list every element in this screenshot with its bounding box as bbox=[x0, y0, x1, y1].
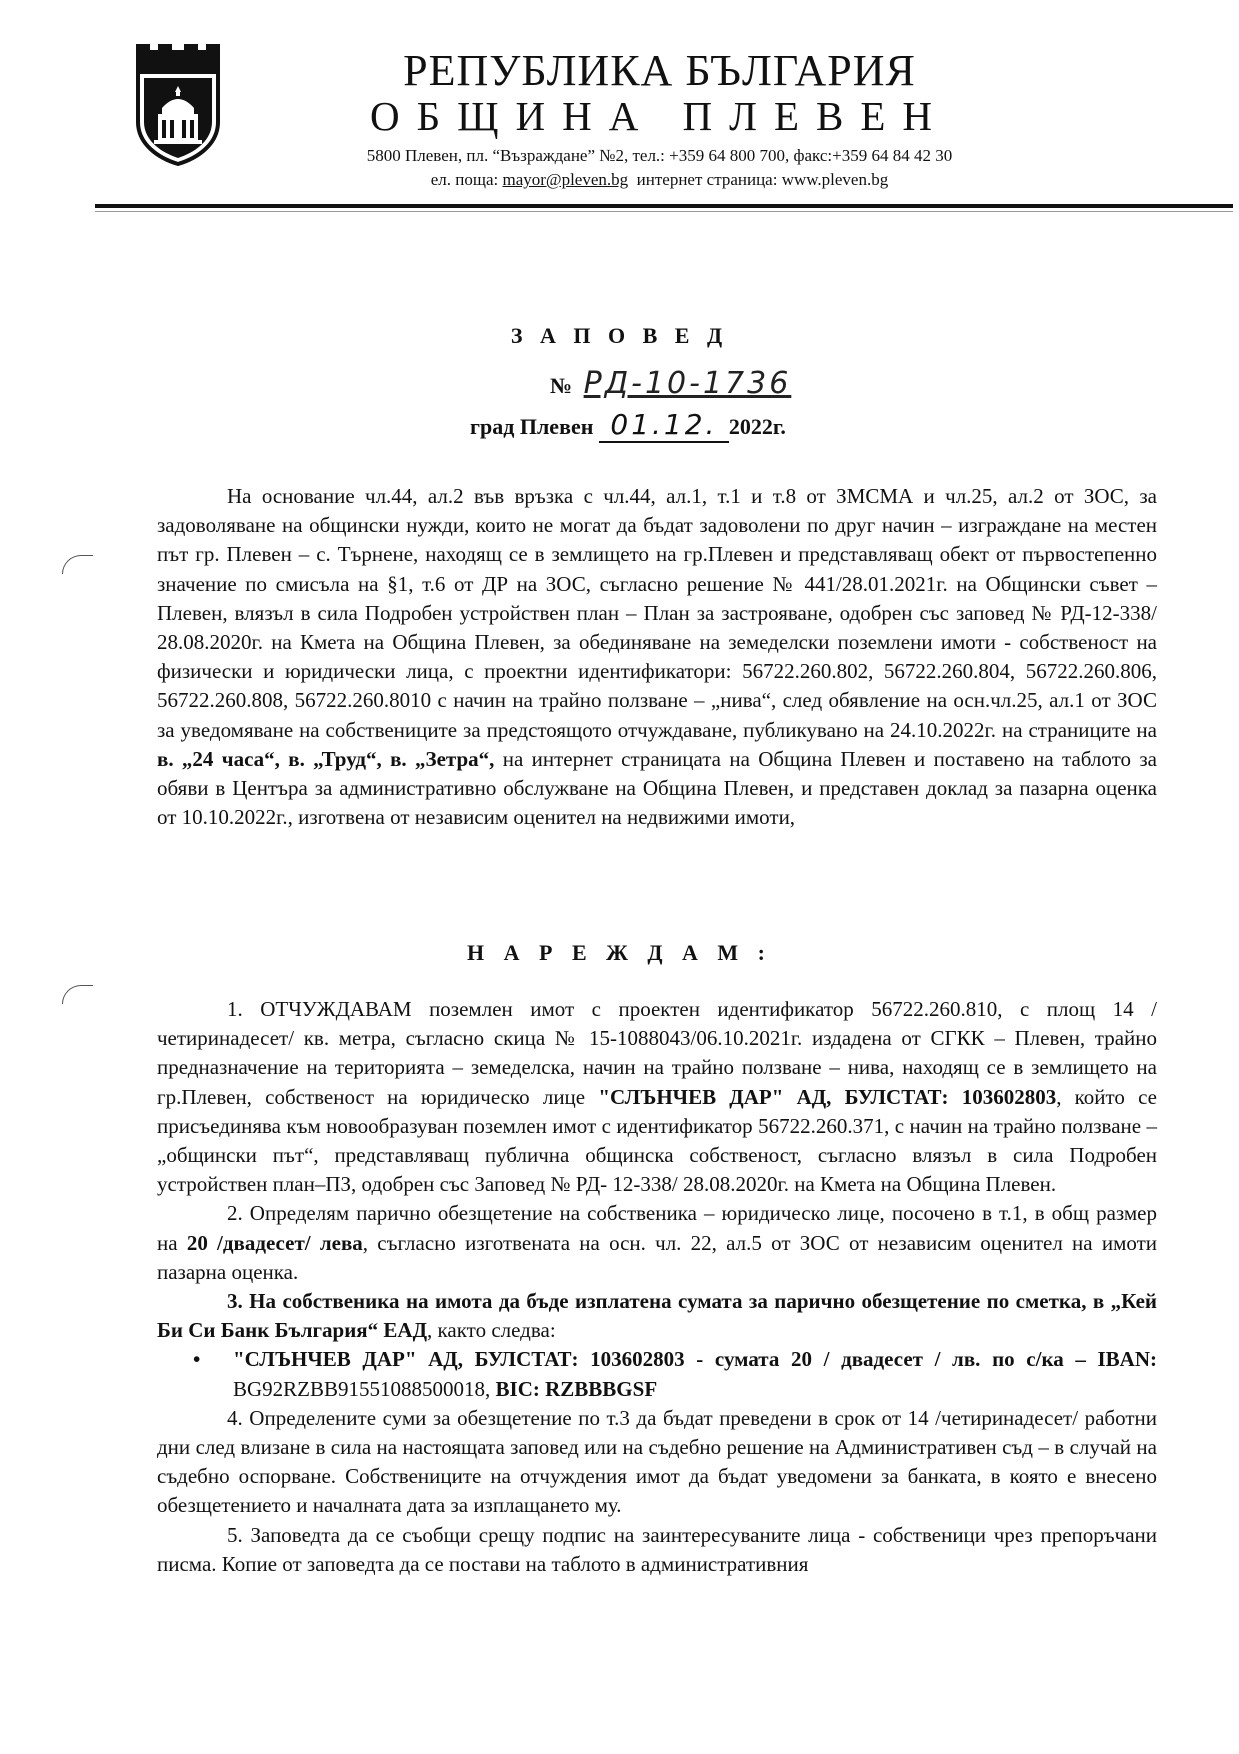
newspapers: в. „24 часа“, в. „Труд“, в. „Зетра“, bbox=[157, 746, 495, 771]
contact-address: 5800 Плевен, пл. “Възраждане” №2, тел.: +359 64 800 700, факс:+359 64 84 42 30 bbox=[366, 146, 953, 165]
payment-bullet: • "СЛЪНЧЕВ ДАР" АД, БУЛСТАТ: 103602803 - сумата 20 / двадесет / лв. по с/ка – IBAN: BG92RZBB91551088500018, BIC: RZBBBGSF bbox=[157, 1345, 1157, 1403]
header-divider bbox=[95, 204, 1233, 208]
order-number: РД-10-1736 bbox=[583, 366, 792, 401]
website-text: интернет страница: www.pleven.bg bbox=[636, 170, 889, 189]
item-3: 3. На собственика на имота да бъде изплатена сумата за парично обезщетение по сметка, в „Кей Би Си Банк България“ ЕАД, както следва: bbox=[157, 1289, 1157, 1343]
order-year: 2022г. bbox=[728, 414, 786, 439]
email-link[interactable]: mayor@pleven.bg bbox=[502, 170, 629, 189]
header-divider-thin bbox=[95, 211, 1233, 212]
city-label: град Плевен bbox=[470, 414, 594, 439]
item-1: 1. ОТЧУЖДАВАМ поземлен имот с проектен идентификатор 56722.260.810, с площ 14 /четиринадесет/ кв. метра, съгласно скица № 15-1088043/06.10.2021г. издадена от СГКК – Плевен, трайно предназначение на територията – земеделска, начин на трайно ползване – нива, находящ се в землището на гр.Плевен, собственост на юридическо лице "СЛЪНЧЕВ ДАР" АД, БУЛСТАТ: 103602803, който се присъединява към новообразуван поземлен имот с идентификатор 56722.260.371, с начин на трайно ползване – „общински път“, представляващ публична общинска собственост, съгласно влязъл в сила Подробен устройствен план–ПЗ, одобрен със Заповед № РД- 12-338/ 28.08.2020г. на Кмета на Община Плевен. bbox=[157, 997, 1158, 1197]
republic-title: РЕПУБЛИКА БЪЛГАРИЯ bbox=[403, 46, 916, 95]
decree-heading: Н А Р Е Ж Д А М : bbox=[467, 940, 772, 965]
municipality-title: ОБЩИНА ПЛЕВЕН bbox=[369, 93, 950, 139]
item-2: 2. Определям парично обезщетение на собственика – юридическо лице, посочено в т.1, в общ размер на 20 /двадесет/ лева, съгласно изготвената на осн. чл. 22, ал.5 от ЗОС от независим оценител на имоти пазарна оценка. bbox=[157, 1201, 1158, 1284]
punch-hole-mark bbox=[62, 555, 93, 574]
order-date: 01.12. bbox=[599, 408, 729, 443]
order-number-row bbox=[550, 366, 791, 401]
decree-items bbox=[157, 995, 1157, 1579]
email-label: ел. поща: bbox=[430, 170, 499, 189]
item-5: 5. Заповедта да се съобщи срещу подпис на заинтересуваните лица - собственици чрез препоръчани писма. Копие от заповедта да се постави на таблото в административния bbox=[157, 1522, 1157, 1576]
punch-hole-mark bbox=[62, 985, 93, 1004]
contact-email-web bbox=[40, 170, 1239, 190]
item-4: 4. Определените суми за обезщетение по т.3 да бъдат преведени в срок от 14 /четиринадесет/ работни дни след влизане в сила на настоящата заповед или на съдебно решение на Административен съд – в случай на съдебно оспорване. Собствениците на отчуждения имот да бъдат уведомени за банката, в която е внесено обезщетението и началната дата за изплащането му. bbox=[157, 1405, 1157, 1518]
preamble-paragraph: На основание чл.44, ал.2 във връзка с чл.44, ал.1, т.1 и т.8 от ЗМСМА и чл.25, ал.2 от ЗОС, за задоволяване на общински нужди, които не могат да бъдат задоволени по друг начин – изграждане на местен път гр. Плевен – с. Търнене, находящ се в землището на гр.Плевен и представляващ обект от първостепенно значение по смисъла на §1, т.6 от ДР на ЗОС, съгласно решение № 441/28.01.2021г. на Общински съвет – Плевен, влязъл в сила Подробен устройствен план – План за застрояване, одобрен със заповед № РД-12-338/ 28.08.2020г. на Кмета на Община Плевен, за обединяване на земеделски поземлени имоти - собственост на физически и юридически лица, с проектни идентификатори: 56722.260.802, 56722.260.804, 56722.260.806, 56722.260.808, 56722.260.8010 с начин на трайно ползване – „нива“, след обявление на осн.чл.25, ал.1 от ЗОС за уведомяване на собствениците за предстоящото отчуждаване, публикувано на 24.10.2022г. на страниците на в. „24 часа“, в. „Труд“, в. „Зетра“, на интернет страницата на Община Плевен и поставено на таблото за обяви в Центъра за административно обслужване на Община Плевен, и представен доклад за пазарна оценка от 10.10.2022г., изготвена от независим оценител на недвижими имоти, bbox=[157, 484, 1157, 830]
number-label: № bbox=[550, 373, 573, 398]
order-heading: З А П О В Е Д bbox=[510, 323, 729, 348]
order-city-date bbox=[470, 408, 786, 443]
